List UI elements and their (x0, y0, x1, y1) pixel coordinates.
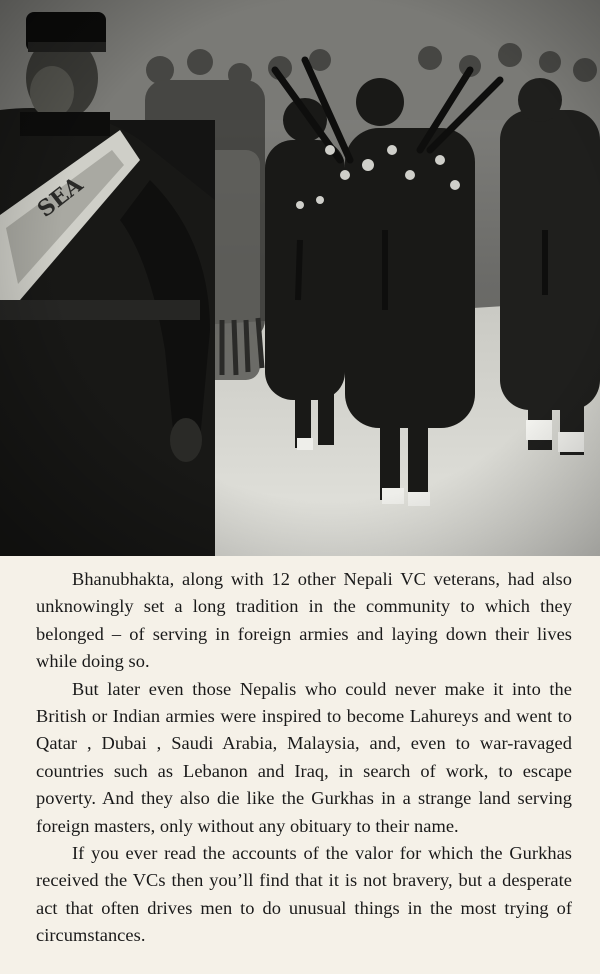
body-text (36, 566, 572, 950)
paragraph-2: But later even those Nepalis who could never make it into the British or Indian armies were inspired to become Lahureys and went to Qatar , Dubai , Saudi Arabia, Malaysia, and, even to war-ravaged countries such as Lebanon and Iraq, in search of work, to escape poverty. And they also die like the Gurkhas in a strange land serving foreign masters, only without any obituary to their name. (36, 678, 572, 836)
paragraph-3: If you ever read the accounts of the valor for which the Gurkhas received the VCs then you’ll find that it is not bravery, but a desperate act that often drives men to do unusual things in the most trying of circumstances. (36, 843, 572, 946)
paragraph-1: Bhanubhakta, along with 12 other Nepali VC veterans, had also unknowingly set a long tradition in the community to which they belonged – of serving in foreign armies and laying down their lives while doing so. (36, 569, 572, 672)
